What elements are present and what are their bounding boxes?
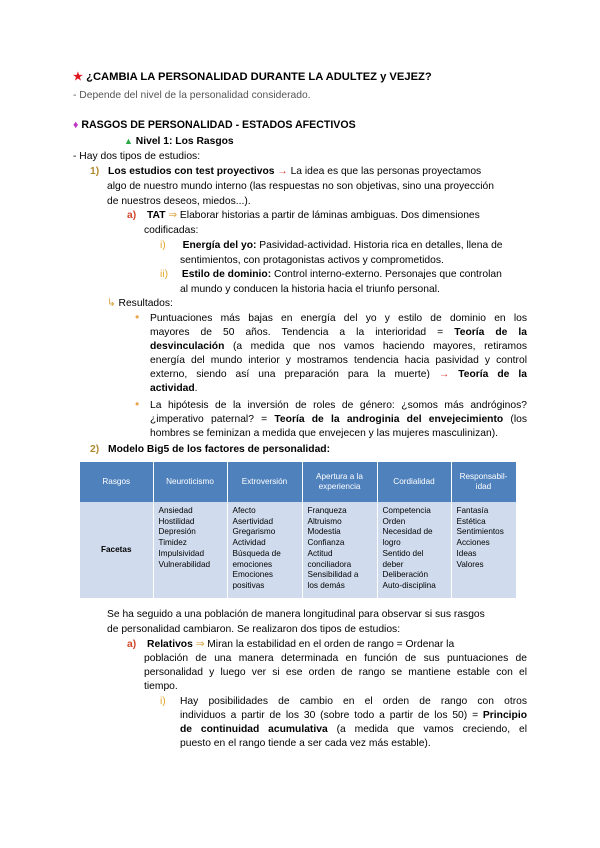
relativos-i-l1: Hay posibilidades de cambio en el orden de rango con otros (180, 696, 527, 707)
item1-bold: Los estudios con test proyectivos (108, 166, 275, 177)
facet-item: Búsqueda de (232, 548, 281, 558)
table-header: Apertura a la experiencia (302, 462, 377, 502)
bullet2-l3: hombres se feminizan a medida que envejecen y las mujeres masculinizan). (150, 428, 498, 439)
facet-item: Asertividad (232, 516, 274, 526)
item2-bold: Modelo Big5 de los factores de personalidad: (108, 444, 331, 455)
item1-line1 (90, 165, 481, 178)
facet-item: logro (382, 538, 401, 548)
bullet1-l2-bold: Teoría de la (443, 327, 528, 338)
two-types-line: - Hay dos tipos de estudios: (73, 151, 201, 162)
letter-label: a) (127, 210, 137, 221)
table-cell (302, 502, 377, 598)
tat-ii-bold: Estilo de dominio: (181, 269, 272, 280)
tat-ii-line1 (160, 268, 502, 281)
bullet1-l3 (150, 340, 527, 354)
tat-i-line1 (160, 239, 503, 252)
facet-item: Valores (456, 559, 484, 569)
relativos-i-l2 (180, 709, 527, 723)
facet-item: deber (382, 559, 404, 569)
facet-item: Ansiedad (158, 506, 193, 515)
results-heading (107, 297, 173, 310)
right-arrow-icon: → (438, 369, 450, 380)
double-arrow-icon: ⇒ (168, 210, 178, 221)
diamond-icon: ♦ (73, 119, 79, 131)
tat-i-bold: Energía del yo: (182, 240, 257, 251)
section-heading-text: RASGOS DE PERSONALIDAD - ESTADOS AFECTIVOS (81, 119, 356, 131)
table-header: Neuroticismo (153, 462, 227, 502)
facet-item: Impulsividad (158, 548, 205, 558)
facet-item: Actitud (307, 548, 333, 558)
bullet2-l2-tail: (los (503, 414, 528, 425)
facet-item: Hostilidad (158, 516, 195, 526)
bullet1-l2-text: mayores de 50 años. Tendencia a la interioridad = (150, 327, 444, 338)
bullet1-l1: Puntuaciones más bajas en energía del yo y estilo de dominio en los (150, 313, 527, 324)
bullet1-l3-bold: desvinculación (150, 341, 225, 352)
relativos-i-paragraph (180, 695, 527, 751)
relativos-i-l3-text: (a medida que vamos creciendo, el (327, 724, 527, 735)
after-table-l1: Se ha seguido a una población de manera longitudinal para observar si sus rasgos (107, 609, 485, 620)
tat-bold: TAT (147, 210, 166, 221)
bullet1-l3-text: (a medida que nos vamos haciendo mayores, retiramos (224, 341, 527, 352)
roman-label: i) (160, 240, 166, 251)
facet-item: Timidez (158, 538, 187, 548)
after-table-l2: de personalidad cambiaron. Se realizaron dos tipos de estudios: (107, 624, 401, 635)
double-arrow-icon: ⇒ (195, 639, 205, 650)
page-title-text: ¿CAMBIA LA PERSONALIDAD DURANTE LA ADULTEZ y VEJEZ? (86, 71, 432, 83)
results-text: Resultados: (115, 298, 173, 309)
right-arrow-icon: → (277, 166, 288, 177)
facet-item: Acciones (456, 538, 490, 548)
tat-ii-line2: al mundo y conducen la historia hacia el triunfo personal. (180, 284, 440, 295)
facet-item: Sensibilidad a (307, 570, 359, 580)
table-cell (153, 502, 227, 598)
facet-item: conciliadora (307, 559, 352, 569)
relativos-i-l3-bold: de continuidad acumulativa (180, 724, 328, 735)
bullet-icon: • (135, 397, 140, 411)
facet-item: los demás (307, 580, 345, 590)
bullet1-l6 (150, 382, 527, 396)
bullet1-l6-text: . (194, 383, 198, 394)
facet-item: Confianza (307, 538, 345, 548)
relativos-text: Miran la estabilidad en el orden de rango = Ordenar la (204, 639, 455, 650)
level-heading-text: Nivel 1: Los Rasgos (135, 136, 234, 147)
facet-item: Sentido del (382, 548, 424, 558)
item1-text: La idea es que las personas proyectamos (287, 166, 482, 177)
table-cell (227, 502, 302, 598)
star-icon: ★ (73, 71, 84, 83)
facet-item: Deliberación (382, 570, 429, 580)
item2-line (90, 443, 330, 456)
bullet2-l2-text: ¿imperativo paternal? = (150, 414, 268, 425)
relativos-i-l2-bold: Principio (478, 710, 527, 721)
facet-item: Competencia (382, 506, 431, 515)
tat-i-line2: sentimientos, con protagonistas activos y comprometidos. (180, 255, 444, 266)
triangle-icon: ▲ (124, 136, 133, 146)
facet-item: Modestia (307, 527, 341, 537)
roman-label: ii) (160, 269, 169, 280)
relativos-l2: población de una manera determinada en función de sus puntuaciones de (144, 653, 527, 664)
tat-text: Elaborar historias a partir de láminas ambiguas. Dos dimensiones (177, 210, 480, 221)
table-header-row (80, 462, 516, 502)
table-row (80, 502, 516, 598)
facet-item: Estética (456, 516, 486, 526)
facet-item: Necesidad de (382, 527, 433, 537)
facet-item: Altruismo (307, 516, 342, 526)
table-cell (451, 502, 516, 598)
facet-item: Auto-disciplina (382, 580, 436, 590)
bullet1-l5 (150, 368, 527, 382)
relativos-i-num (160, 695, 166, 708)
bullet1-l5-bold: Teoría de la (449, 369, 527, 380)
table-header: Responsabil-idad (451, 462, 516, 502)
bullet2-l2 (150, 413, 527, 427)
table-cell (377, 502, 451, 598)
facet-item: Vulnerabilidad (158, 559, 211, 569)
tat-line2: codificadas: (144, 225, 199, 236)
item1-line2: algo de nuestro mundo interno (las respuestas no son objetivas, sino una proyección (107, 181, 494, 192)
tat-i-text: Pasividad-actividad. Historia rica en detalles, llena de (256, 240, 503, 251)
facet-item: Sentimientos (456, 527, 504, 537)
table-header: Extroversión (227, 462, 302, 502)
section-heading (73, 119, 356, 132)
facet-item: Fantasía (456, 506, 489, 515)
bullet1-l6-bold: actividad (150, 383, 195, 394)
item-number: 2) (90, 444, 100, 455)
relativos-i-l3 (180, 723, 527, 737)
facet-item: Afecto (232, 506, 256, 515)
table-header: Cordialidad (377, 462, 451, 502)
tat-ii-text: Control interno-externo. Personajes que controlan (271, 269, 502, 280)
bullet1-l2 (150, 326, 527, 340)
intro-line: - Depende del nivel de la personalidad considerado. (73, 90, 311, 101)
bullet1-l5-text: externo, siendo así una preparación para la muerte) (150, 369, 430, 380)
facet-item: Franqueza (307, 506, 347, 515)
facet-item: Gregarismo (232, 527, 276, 537)
facet-item: Emociones (232, 570, 274, 580)
row-label: Facetas (80, 502, 153, 598)
bullet2-paragraph (150, 399, 527, 441)
facet-item: emociones (232, 559, 273, 569)
facet-item: Depresión (158, 527, 196, 537)
letter-label: a) (127, 639, 137, 650)
item-number: 1) (90, 166, 100, 177)
return-arrow-icon: ↳ (107, 298, 116, 309)
bullet2-l2-bold: Teoría de la androginia del envejecimiento (267, 414, 504, 425)
facet-item: Ideas (456, 548, 477, 558)
item1-line3: de nuestros deseos, miedos...). (107, 196, 251, 207)
level-heading (124, 135, 234, 148)
bullet2-l1: La hipótesis de la inversión de roles de género: ¿somos más andróginos? (150, 400, 527, 411)
roman-label: i) (160, 696, 166, 707)
relativos-paragraph (144, 652, 527, 694)
facet-item: Orden (382, 516, 406, 526)
table-header: Rasgos (80, 462, 153, 502)
relativos-i-l2-text: individuos a partir de los 30 (sobre todo a partir de los 50) = (180, 710, 479, 721)
big5-table (80, 462, 517, 598)
relativos-line1 (127, 638, 454, 651)
relativos-i-l4: puesto en el rango tiende a ser cada vez más estable). (180, 738, 431, 749)
page-title (73, 71, 432, 84)
relativos-l4: tiempo. (144, 681, 178, 692)
bullet-icon: • (135, 310, 140, 324)
facet-item: Actividad (232, 538, 266, 548)
bullet1-l4: energía del mundo interior y mostramos tendencia hacia pasividad y control (150, 355, 527, 366)
bullet1-paragraph (150, 312, 527, 396)
relativos-l3: personalidad y luego ver si ese orden de rango se mantiene estable con el (144, 667, 527, 678)
tat-line1 (127, 209, 480, 222)
facet-item: positivas (232, 580, 265, 590)
relativos-bold: Relativos (147, 639, 193, 650)
